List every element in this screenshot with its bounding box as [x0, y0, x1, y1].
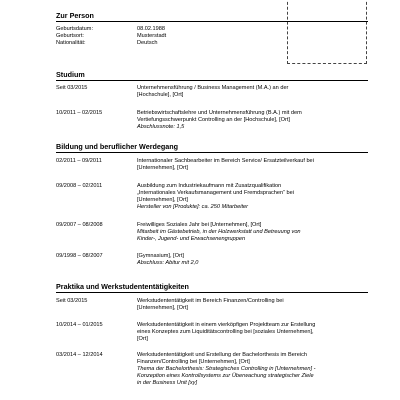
- entry-line: Werkstudententätigkeit in einem vierköpfigen Projektteam zur Erstellung: [137, 322, 316, 328]
- entry-note: in der Business Unit [xy]: [137, 380, 198, 386]
- section-title-bildung: Bildung und beruflicher Werdegang: [56, 142, 179, 151]
- entry-line: [Unternehmen], [Ort]: [137, 165, 188, 171]
- entry-note: Hersteller von [Produkte]: ca. 250 Mitarbeiter: [137, 204, 248, 210]
- entry-description: [137, 322, 367, 343]
- entry-note: Abschlussnote: 1,5: [137, 124, 185, 130]
- entry-date: 09/1998 – 08/2007: [56, 253, 103, 259]
- entry-date: 10/2011 – 02/2015: [56, 110, 103, 116]
- entry-line: Unternehmensführung / Business Management (M.A.) an der: [137, 85, 289, 91]
- section-title-studium: Studium: [56, 70, 85, 79]
- section-divider: [56, 292, 368, 293]
- entry-line: Werkstudententätigkeit und Erstellung der Bachelorthesis im Bereich: [137, 352, 307, 358]
- personal-label: Nationalität:: [56, 40, 86, 46]
- entry-date: 02/2011 – 09/2011: [56, 158, 102, 164]
- entry-note: Abschluss: Abitur mit 2,0: [137, 260, 199, 266]
- entry-line: [Unternehmen], [Ort]: [137, 305, 188, 311]
- entry-description: [137, 298, 367, 312]
- photo-placeholder: [287, 0, 367, 64]
- entry-line: Vertiefungsschwerpunkt Controlling an der [Hochschule], [Ort]: [137, 117, 290, 123]
- entry-description: [137, 85, 367, 99]
- section-divider: [56, 152, 368, 153]
- entry-date: Seit 03/2015: [56, 85, 88, 91]
- section-title-personal: Zur Person: [56, 11, 94, 20]
- personal-value: Musterstadt: [137, 33, 167, 39]
- entry-description: [137, 110, 367, 131]
- entry-line: [Gymnasium], [Ort]: [137, 253, 184, 259]
- entry-line: Werkstudententätigkeit im Bereich Finanzen/Controlling bei: [137, 298, 284, 304]
- entry-description: [137, 253, 367, 267]
- entry-date: 09/2008 – 02/2011: [56, 183, 103, 189]
- entry-line: [Ort]: [137, 336, 148, 342]
- entry-line: [Hochschule], [Ort]: [137, 92, 184, 98]
- section-title-praktika: Praktika und Werkstudententätigkeiten: [56, 282, 189, 291]
- entry-date: 10/2014 – 01/2015: [56, 322, 103, 328]
- entry-note: Thema der Bachelorthesis: Strategisches Controlling in [Unternehmen] -: [137, 366, 316, 372]
- entry-line: [Unternehmen], [Ort]: [137, 197, 188, 203]
- entry-description: [137, 222, 367, 243]
- entry-date: 03/2014 – 12/2014: [56, 352, 103, 358]
- entry-line: „Internationales Verkaufsmanagement und Fremdsprachen“ bei: [137, 190, 295, 196]
- entry-line: Ausbildung zum Industriekaufmann mit Zusatzqualifikation: [137, 183, 282, 189]
- entry-date: Seit 03/2015: [56, 298, 88, 304]
- personal-label: Geburtsdatum:: [56, 26, 93, 32]
- entry-description: [137, 158, 367, 172]
- entry-description: [137, 183, 367, 211]
- entry-line: Internationaler Sachbearbeiter im Bereich Service/ Ersatzteilverkauf bei: [137, 158, 314, 164]
- entry-line: eines Konzeptes zum Liquiditätscontrolling bei [soziales Unternehmen],: [137, 329, 314, 335]
- section-divider: [56, 21, 368, 22]
- entry-line: Betriebswirtschaftslehre und Unternehmensführung (B.A.) mit dem: [137, 110, 302, 116]
- personal-value: 08.02.1988: [137, 26, 165, 32]
- entry-date: 09/2007 – 08/2008: [56, 222, 103, 228]
- entry-line: Finanzen/Controlling bei [Unternehmen], [Ort]: [137, 359, 250, 365]
- section-divider: [56, 80, 368, 81]
- entry-description: [137, 352, 367, 387]
- personal-label: Geburtsort:: [56, 33, 84, 39]
- entry-note: Mitarbeit im Gästebetrieb, in der Holzwerkstatt und Betreuung von: [137, 229, 301, 235]
- entry-line: Freiwilliges Soziales Jahr bei [Unternehmen], [Ort]: [137, 222, 262, 228]
- personal-value: Deutsch: [137, 40, 158, 46]
- entry-note: Kinder-, Jugend- und Erwachsenengruppen: [137, 236, 246, 242]
- entry-note: Konzeption eines Kontrollsystems zur Überwachung strategischer Ziele: [137, 373, 314, 379]
